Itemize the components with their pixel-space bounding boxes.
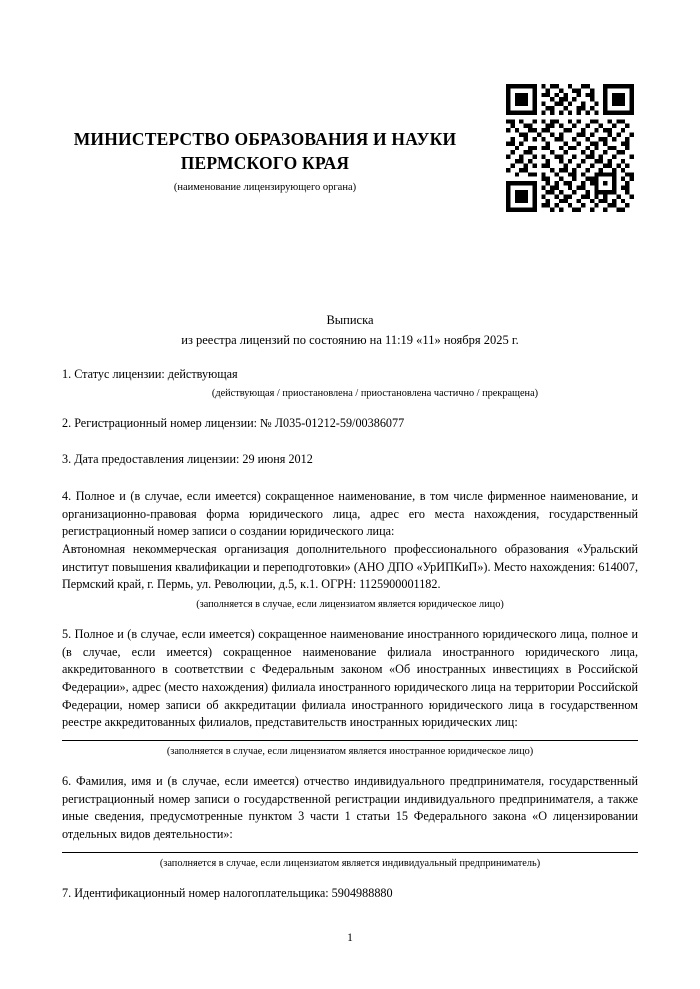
item-7-taxpayer-number xyxy=(62,885,638,903)
organization-name-line1: МИНИСТЕРСТВО ОБРАЗОВАНИЯ И НАУКИ xyxy=(73,129,457,149)
qr-code xyxy=(506,84,634,212)
item-4-legal-entity xyxy=(62,488,638,613)
document-title xyxy=(62,310,638,350)
item-4-text: 4. Полное и (в случае, если имеется) сокращенное наименование, в том числе фирменное наименование, и организационно-правовая форма юридического лица, адрес его места нахождения, государственный регистрационный номер записи о создании юридического лица: xyxy=(62,488,638,539)
item-3-license-date xyxy=(62,451,638,469)
item-6-note: (заполняется в случае, если лицензиатом является индивидуальный предприниматель) xyxy=(159,857,541,869)
item-4-note: (заполняется в случае, если лицензиатом является юридическое лицо) xyxy=(196,599,504,611)
item-5-note: (заполняется в случае, если лицензиатом является иностранное юридическое лицо) xyxy=(166,746,534,758)
item-1-license-status xyxy=(62,366,638,402)
item-2-text: 2. Регистрационный номер лицензии: № Л035-01212-59/00386077 xyxy=(62,415,405,430)
item-6-fill-line xyxy=(62,852,638,853)
document-body xyxy=(62,366,638,915)
item-6-individual-entrepreneur xyxy=(62,773,638,872)
organization-name-line2: ПЕРМСКОГО КРАЯ xyxy=(180,152,350,173)
item-1-text: 1. Статус лицензии: действующая xyxy=(62,367,238,381)
item-3-text: 3. Дата предоставления лицензии: 29 июня 2012 xyxy=(62,452,313,467)
item-4-value: Автономная некоммерческая организация дополнительного профессионального образования «Уральский институт повышения квалификации и переподготовки» (АНО ДПО «УрИПКиП»). Место нахождения: 614007, Пермский край, г. Пермь, ул. Революции, д.5, к.1. ОГРН: 1125900001182. xyxy=(62,542,638,592)
document-title-line1: Выписка xyxy=(326,313,374,327)
document-title-line2: из реестра лицензий по состоянию на 11:19 «11» ноября 2025 г. xyxy=(181,333,519,347)
page-number: 1 xyxy=(347,932,353,944)
item-1-note: (действующая / приостановлена / приостановлена частично / прекращена) xyxy=(211,387,539,399)
item-5-fill-line xyxy=(62,740,638,741)
item-7-text: 7. Идентификационный номер налогоплательщика: 5904988880 xyxy=(62,885,393,900)
item-5-foreign-legal-entity xyxy=(62,626,638,760)
item-5-text: 5. Полное и (в случае, если имеется) сокращенное наименование иностранного юридического лица, полное и (в случае, если имеется) сокращенное наименование филиала иностранного юридического лица, аккредитованного в соответствии с Федеральным законом «Об иностранных инвестициях в Российской Федерации», адрес (место нахождения) филиала иностранного юридического лица на территории Российской Федерации, номер записи об аккредитации филиала иностранного юридического лица в государственном реестре аккредитованных филиалов, представительств иностранных юридических лиц: xyxy=(62,627,638,730)
item-2-registration-number xyxy=(62,415,638,433)
item-6-text: 6. Фамилия, имя и (в случае, если имеется) отчество индивидуального предпринимателя, государственный регистрационный номер записи о государственной регистрации индивидуального предпринимателя, а также иные сведения, предусмотренные пунктом 3 части 1 статьи 15 Федерального закона «О лицензировании отдельных видов деятельности»: xyxy=(62,774,638,842)
organization-caption: (наименование лицензирующего органа) xyxy=(173,182,357,194)
qr-code-image xyxy=(506,84,634,212)
document-header xyxy=(40,128,490,193)
